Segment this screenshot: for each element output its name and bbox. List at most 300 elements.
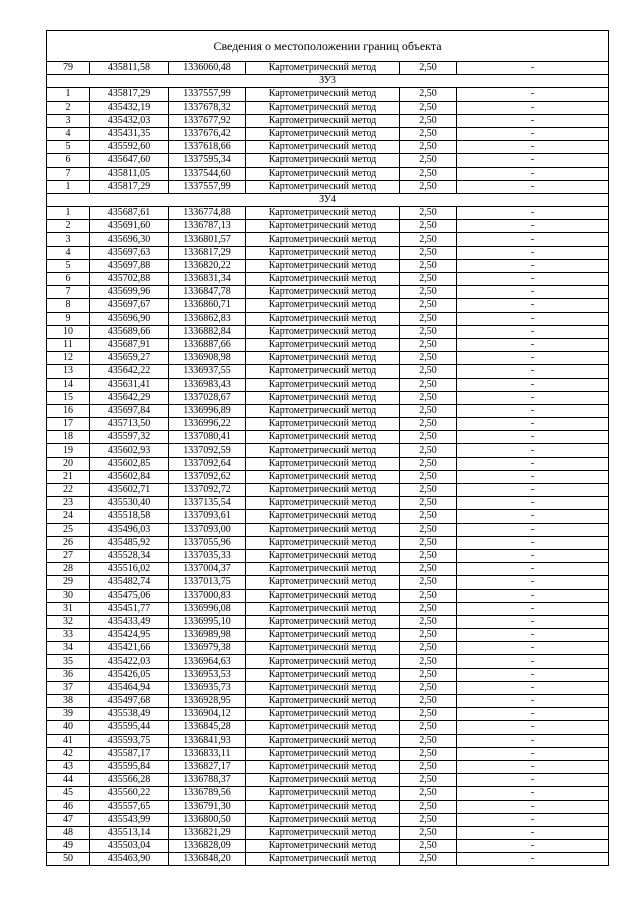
description-cell: - xyxy=(457,233,609,246)
table-row xyxy=(47,813,609,826)
y-coordinate-cell: 1336847,78 xyxy=(169,286,246,299)
table-row xyxy=(47,378,609,391)
precision-cell: 2,50 xyxy=(400,365,457,378)
y-coordinate-cell: 1336983,43 xyxy=(169,378,246,391)
description-cell: - xyxy=(457,615,609,628)
x-coordinate-cell: 435463,90 xyxy=(90,853,169,866)
precision-cell: 2,50 xyxy=(400,681,457,694)
precision-cell: 2,50 xyxy=(400,141,457,154)
point-number-cell: 1 xyxy=(47,207,90,220)
table-row xyxy=(47,826,609,839)
point-number-cell: 38 xyxy=(47,695,90,708)
point-number-cell: 15 xyxy=(47,391,90,404)
table-row xyxy=(47,497,609,510)
description-cell: - xyxy=(457,760,609,773)
precision-cell: 2,50 xyxy=(400,642,457,655)
y-coordinate-cell: 1337000,83 xyxy=(169,589,246,602)
table-row xyxy=(47,299,609,312)
x-coordinate-cell: 435543,99 xyxy=(90,813,169,826)
x-coordinate-cell: 435530,40 xyxy=(90,497,169,510)
method-cell: Картометрический метод xyxy=(246,840,400,853)
precision-cell: 2,50 xyxy=(400,378,457,391)
y-coordinate-cell: 1336928,95 xyxy=(169,695,246,708)
method-cell: Картометрический метод xyxy=(246,681,400,694)
precision-cell: 2,50 xyxy=(400,747,457,760)
y-coordinate-cell: 1337092,72 xyxy=(169,484,246,497)
precision-cell: 2,50 xyxy=(400,220,457,233)
description-cell: - xyxy=(457,246,609,259)
point-number-cell: 35 xyxy=(47,655,90,668)
description-cell: - xyxy=(457,431,609,444)
x-coordinate-cell: 435647,60 xyxy=(90,154,169,167)
point-number-cell: 4 xyxy=(47,127,90,140)
point-number-cell: 48 xyxy=(47,826,90,839)
description-cell: - xyxy=(457,655,609,668)
precision-cell: 2,50 xyxy=(400,668,457,681)
description-cell: - xyxy=(457,787,609,800)
precision-cell: 2,50 xyxy=(400,418,457,431)
method-cell: Картометрический метод xyxy=(246,365,400,378)
x-coordinate-cell: 435817,29 xyxy=(90,180,169,193)
method-cell: Картометрический метод xyxy=(246,444,400,457)
table-row xyxy=(47,602,609,615)
point-number-cell: 23 xyxy=(47,497,90,510)
precision-cell: 2,50 xyxy=(400,695,457,708)
point-number-cell: 5 xyxy=(47,141,90,154)
method-cell: Картометрический метод xyxy=(246,484,400,497)
description-cell: - xyxy=(457,734,609,747)
x-coordinate-cell: 435702,88 xyxy=(90,273,169,286)
description-cell: - xyxy=(457,536,609,549)
y-coordinate-cell: 1337092,59 xyxy=(169,444,246,457)
table-row xyxy=(47,286,609,299)
point-number-cell: 31 xyxy=(47,602,90,615)
precision-cell: 2,50 xyxy=(400,101,457,114)
method-cell: Картометрический метод xyxy=(246,391,400,404)
point-number-cell: 13 xyxy=(47,365,90,378)
method-cell: Картометрический метод xyxy=(246,259,400,272)
x-coordinate-cell: 435593,75 xyxy=(90,734,169,747)
y-coordinate-cell: 1336841,93 xyxy=(169,734,246,747)
description-cell: - xyxy=(457,695,609,708)
description-cell: - xyxy=(457,141,609,154)
method-cell: Картометрический метод xyxy=(246,88,400,101)
y-coordinate-cell: 1336979,38 xyxy=(169,642,246,655)
table-row xyxy=(47,668,609,681)
table-row xyxy=(47,154,609,167)
table-row xyxy=(47,853,609,866)
description-cell: - xyxy=(457,259,609,272)
precision-cell: 2,50 xyxy=(400,800,457,813)
description-cell: - xyxy=(457,484,609,497)
point-number-cell: 6 xyxy=(47,154,90,167)
y-coordinate-cell: 1336862,83 xyxy=(169,312,246,325)
description-cell: - xyxy=(457,629,609,642)
precision-cell: 2,50 xyxy=(400,325,457,338)
table-row xyxy=(47,207,609,220)
point-number-cell: 30 xyxy=(47,589,90,602)
precision-cell: 2,50 xyxy=(400,721,457,734)
y-coordinate-cell: 1336821,29 xyxy=(169,826,246,839)
point-number-cell: 2 xyxy=(47,220,90,233)
y-coordinate-cell: 1337093,61 xyxy=(169,510,246,523)
table-row xyxy=(47,273,609,286)
precision-cell: 2,50 xyxy=(400,154,457,167)
x-coordinate-cell: 435421,66 xyxy=(90,642,169,655)
precision-cell: 2,50 xyxy=(400,127,457,140)
x-coordinate-cell: 435817,29 xyxy=(90,88,169,101)
y-coordinate-cell: 1336817,29 xyxy=(169,246,246,259)
method-cell: Картометрический метод xyxy=(246,615,400,628)
x-coordinate-cell: 435811,05 xyxy=(90,167,169,180)
point-number-cell: 14 xyxy=(47,378,90,391)
method-cell: Картометрический метод xyxy=(246,286,400,299)
x-coordinate-cell: 435475,06 xyxy=(90,589,169,602)
y-coordinate-cell: 1336060,48 xyxy=(169,62,246,75)
x-coordinate-cell: 435422,03 xyxy=(90,655,169,668)
x-coordinate-cell: 435631,41 xyxy=(90,378,169,391)
section-heading-row xyxy=(47,75,609,88)
point-number-cell: 43 xyxy=(47,760,90,773)
y-coordinate-cell: 1337055,96 xyxy=(169,536,246,549)
x-coordinate-cell: 435426,05 xyxy=(90,668,169,681)
description-cell: - xyxy=(457,286,609,299)
precision-cell: 2,50 xyxy=(400,233,457,246)
point-number-cell: 20 xyxy=(47,457,90,470)
precision-cell: 2,50 xyxy=(400,88,457,101)
method-cell: Картометрический метод xyxy=(246,418,400,431)
description-cell: - xyxy=(457,681,609,694)
y-coordinate-cell: 1337092,64 xyxy=(169,457,246,470)
point-number-cell: 3 xyxy=(47,233,90,246)
y-coordinate-cell: 1336788,37 xyxy=(169,774,246,787)
precision-cell: 2,50 xyxy=(400,352,457,365)
table-row xyxy=(47,167,609,180)
point-number-cell: 40 xyxy=(47,721,90,734)
x-coordinate-cell: 435689,66 xyxy=(90,325,169,338)
x-coordinate-cell: 435659,27 xyxy=(90,352,169,365)
precision-cell: 2,50 xyxy=(400,840,457,853)
x-coordinate-cell: 435464,94 xyxy=(90,681,169,694)
point-number-cell: 47 xyxy=(47,813,90,826)
table-row xyxy=(47,760,609,773)
method-cell: Картометрический метод xyxy=(246,721,400,734)
x-coordinate-cell: 435597,32 xyxy=(90,431,169,444)
point-number-cell: 6 xyxy=(47,273,90,286)
x-coordinate-cell: 435451,77 xyxy=(90,602,169,615)
y-coordinate-cell: 1337544,60 xyxy=(169,167,246,180)
y-coordinate-cell: 1336828,09 xyxy=(169,840,246,853)
description-cell: - xyxy=(457,457,609,470)
description-cell: - xyxy=(457,418,609,431)
method-cell: Картометрический метод xyxy=(246,800,400,813)
x-coordinate-cell: 435697,88 xyxy=(90,259,169,272)
description-cell: - xyxy=(457,523,609,536)
method-cell: Картометрический метод xyxy=(246,352,400,365)
description-cell: - xyxy=(457,378,609,391)
precision-cell: 2,50 xyxy=(400,615,457,628)
precision-cell: 2,50 xyxy=(400,826,457,839)
point-number-cell: 41 xyxy=(47,734,90,747)
y-coordinate-cell: 1336774,88 xyxy=(169,207,246,220)
point-number-cell: 79 xyxy=(47,62,90,75)
y-coordinate-cell: 1336827,17 xyxy=(169,760,246,773)
point-number-cell: 17 xyxy=(47,418,90,431)
description-cell: - xyxy=(457,774,609,787)
x-coordinate-cell: 435602,84 xyxy=(90,470,169,483)
precision-cell: 2,50 xyxy=(400,180,457,193)
method-cell: Картометрический метод xyxy=(246,655,400,668)
method-cell: Картометрический метод xyxy=(246,101,400,114)
description-cell: - xyxy=(457,826,609,839)
method-cell: Картометрический метод xyxy=(246,563,400,576)
table-row xyxy=(47,681,609,694)
precision-cell: 2,50 xyxy=(400,787,457,800)
table-row xyxy=(47,510,609,523)
y-coordinate-cell: 1337004,37 xyxy=(169,563,246,576)
method-cell: Картометрический метод xyxy=(246,325,400,338)
table-row xyxy=(47,642,609,655)
table-row xyxy=(47,180,609,193)
precision-cell: 2,50 xyxy=(400,734,457,747)
precision-cell: 2,50 xyxy=(400,589,457,602)
method-cell: Картометрический метод xyxy=(246,668,400,681)
method-cell: Картометрический метод xyxy=(246,141,400,154)
method-cell: Картометрический метод xyxy=(246,602,400,615)
method-cell: Картометрический метод xyxy=(246,787,400,800)
x-coordinate-cell: 435699,96 xyxy=(90,286,169,299)
y-coordinate-cell: 1337557,99 xyxy=(169,180,246,193)
method-cell: Картометрический метод xyxy=(246,708,400,721)
table-row xyxy=(47,774,609,787)
coordinates-table xyxy=(46,30,609,866)
table-row xyxy=(47,338,609,351)
x-coordinate-cell: 435432,03 xyxy=(90,114,169,127)
table-row xyxy=(47,444,609,457)
table-row xyxy=(47,563,609,576)
coordinates-table-body xyxy=(47,31,609,866)
y-coordinate-cell: 1336787,13 xyxy=(169,220,246,233)
method-cell: Картометрический метод xyxy=(246,273,400,286)
y-coordinate-cell: 1336820,22 xyxy=(169,259,246,272)
method-cell: Картометрический метод xyxy=(246,154,400,167)
point-number-cell: 27 xyxy=(47,549,90,562)
point-number-cell: 26 xyxy=(47,536,90,549)
section-heading-row xyxy=(47,193,609,206)
method-cell: Картометрический метод xyxy=(246,774,400,787)
x-coordinate-cell: 435697,63 xyxy=(90,246,169,259)
description-cell: - xyxy=(457,497,609,510)
method-cell: Картометрический метод xyxy=(246,760,400,773)
x-coordinate-cell: 435595,44 xyxy=(90,721,169,734)
table-row xyxy=(47,536,609,549)
precision-cell: 2,50 xyxy=(400,167,457,180)
precision-cell: 2,50 xyxy=(400,246,457,259)
table-row xyxy=(47,88,609,101)
x-coordinate-cell: 435432,19 xyxy=(90,101,169,114)
y-coordinate-cell: 1336996,22 xyxy=(169,418,246,431)
y-coordinate-cell: 1337093,00 xyxy=(169,523,246,536)
precision-cell: 2,50 xyxy=(400,404,457,417)
method-cell: Картометрический метод xyxy=(246,114,400,127)
method-cell: Картометрический метод xyxy=(246,642,400,655)
y-coordinate-cell: 1336791,30 xyxy=(169,800,246,813)
y-coordinate-cell: 1336848,20 xyxy=(169,853,246,866)
y-coordinate-cell: 1337678,32 xyxy=(169,101,246,114)
y-coordinate-cell: 1337557,99 xyxy=(169,88,246,101)
table-row xyxy=(47,114,609,127)
table-row xyxy=(47,457,609,470)
y-coordinate-cell: 1337618,66 xyxy=(169,141,246,154)
precision-cell: 2,50 xyxy=(400,114,457,127)
description-cell: - xyxy=(457,88,609,101)
description-cell: - xyxy=(457,114,609,127)
description-cell: - xyxy=(457,668,609,681)
table-row xyxy=(47,325,609,338)
x-coordinate-cell: 435482,74 xyxy=(90,576,169,589)
y-coordinate-cell: 1336882,84 xyxy=(169,325,246,338)
point-number-cell: 11 xyxy=(47,338,90,351)
description-cell: - xyxy=(457,510,609,523)
method-cell: Картометрический метод xyxy=(246,457,400,470)
point-number-cell: 3 xyxy=(47,114,90,127)
point-number-cell: 49 xyxy=(47,840,90,853)
point-number-cell: 19 xyxy=(47,444,90,457)
description-cell: - xyxy=(457,404,609,417)
x-coordinate-cell: 435602,85 xyxy=(90,457,169,470)
table-row xyxy=(47,576,609,589)
description-cell: - xyxy=(457,444,609,457)
y-coordinate-cell: 1336989,98 xyxy=(169,629,246,642)
coordinates-sheet xyxy=(46,30,608,866)
precision-cell: 2,50 xyxy=(400,576,457,589)
x-coordinate-cell: 435433,49 xyxy=(90,615,169,628)
x-coordinate-cell: 435697,84 xyxy=(90,404,169,417)
method-cell: Картометрический метод xyxy=(246,62,400,75)
table-row xyxy=(47,312,609,325)
description-cell: - xyxy=(457,563,609,576)
point-number-cell: 9 xyxy=(47,312,90,325)
precision-cell: 2,50 xyxy=(400,484,457,497)
precision-cell: 2,50 xyxy=(400,286,457,299)
method-cell: Картометрический метод xyxy=(246,853,400,866)
y-coordinate-cell: 1336887,66 xyxy=(169,338,246,351)
description-cell: - xyxy=(457,800,609,813)
table-row xyxy=(47,695,609,708)
description-cell: - xyxy=(457,101,609,114)
title-row xyxy=(47,31,609,62)
y-coordinate-cell: 1337028,67 xyxy=(169,391,246,404)
precision-cell: 2,50 xyxy=(400,523,457,536)
description-cell: - xyxy=(457,589,609,602)
x-coordinate-cell: 435602,71 xyxy=(90,484,169,497)
method-cell: Картометрический метод xyxy=(246,549,400,562)
description-cell: - xyxy=(457,180,609,193)
table-row xyxy=(47,101,609,114)
table-row xyxy=(47,233,609,246)
x-coordinate-cell: 435557,65 xyxy=(90,800,169,813)
table-row xyxy=(47,484,609,497)
y-coordinate-cell: 1337013,75 xyxy=(169,576,246,589)
description-cell: - xyxy=(457,167,609,180)
y-coordinate-cell: 1337595,34 xyxy=(169,154,246,167)
method-cell: Картометрический метод xyxy=(246,338,400,351)
precision-cell: 2,50 xyxy=(400,391,457,404)
y-coordinate-cell: 1336995,10 xyxy=(169,615,246,628)
precision-cell: 2,50 xyxy=(400,338,457,351)
table-row xyxy=(47,127,609,140)
precision-cell: 2,50 xyxy=(400,207,457,220)
table-row xyxy=(47,747,609,760)
point-number-cell: 22 xyxy=(47,484,90,497)
method-cell: Картометрический метод xyxy=(246,695,400,708)
table-row xyxy=(47,721,609,734)
precision-cell: 2,50 xyxy=(400,431,457,444)
x-coordinate-cell: 435424,95 xyxy=(90,629,169,642)
x-coordinate-cell: 435696,90 xyxy=(90,312,169,325)
table-row xyxy=(47,141,609,154)
x-coordinate-cell: 435566,28 xyxy=(90,774,169,787)
point-number-cell: 29 xyxy=(47,576,90,589)
precision-cell: 2,50 xyxy=(400,853,457,866)
x-coordinate-cell: 435696,30 xyxy=(90,233,169,246)
point-number-cell: 44 xyxy=(47,774,90,787)
y-coordinate-cell: 1336789,56 xyxy=(169,787,246,800)
description-cell: - xyxy=(457,576,609,589)
method-cell: Картометрический метод xyxy=(246,576,400,589)
y-coordinate-cell: 1336996,89 xyxy=(169,404,246,417)
table-row xyxy=(47,787,609,800)
y-coordinate-cell: 1337092,62 xyxy=(169,470,246,483)
precision-cell: 2,50 xyxy=(400,273,457,286)
y-coordinate-cell: 1336833,11 xyxy=(169,747,246,760)
table-row xyxy=(47,470,609,483)
table-row xyxy=(47,259,609,272)
point-number-cell: 24 xyxy=(47,510,90,523)
method-cell: Картометрический метод xyxy=(246,826,400,839)
description-cell: - xyxy=(457,127,609,140)
table-row xyxy=(47,62,609,75)
description-cell: - xyxy=(457,365,609,378)
table-title: Сведения о местоположении границ объекта xyxy=(47,31,609,62)
table-row xyxy=(47,523,609,536)
x-coordinate-cell: 435592,60 xyxy=(90,141,169,154)
point-number-cell: 45 xyxy=(47,787,90,800)
section-heading: ЗУ3 xyxy=(47,75,609,88)
y-coordinate-cell: 1336831,34 xyxy=(169,273,246,286)
x-coordinate-cell: 435642,29 xyxy=(90,391,169,404)
method-cell: Картометрический метод xyxy=(246,180,400,193)
x-coordinate-cell: 435602,93 xyxy=(90,444,169,457)
description-cell: - xyxy=(457,602,609,615)
description-cell: - xyxy=(457,853,609,866)
description-cell: - xyxy=(457,312,609,325)
y-coordinate-cell: 1336904,12 xyxy=(169,708,246,721)
x-coordinate-cell: 435687,61 xyxy=(90,207,169,220)
precision-cell: 2,50 xyxy=(400,602,457,615)
y-coordinate-cell: 1337676,42 xyxy=(169,127,246,140)
method-cell: Картометрический метод xyxy=(246,813,400,826)
y-coordinate-cell: 1337035,33 xyxy=(169,549,246,562)
precision-cell: 2,50 xyxy=(400,299,457,312)
x-coordinate-cell: 435485,92 xyxy=(90,536,169,549)
point-number-cell: 25 xyxy=(47,523,90,536)
x-coordinate-cell: 435691,60 xyxy=(90,220,169,233)
description-cell: - xyxy=(457,299,609,312)
description-cell: - xyxy=(457,220,609,233)
point-number-cell: 8 xyxy=(47,299,90,312)
table-row xyxy=(47,734,609,747)
